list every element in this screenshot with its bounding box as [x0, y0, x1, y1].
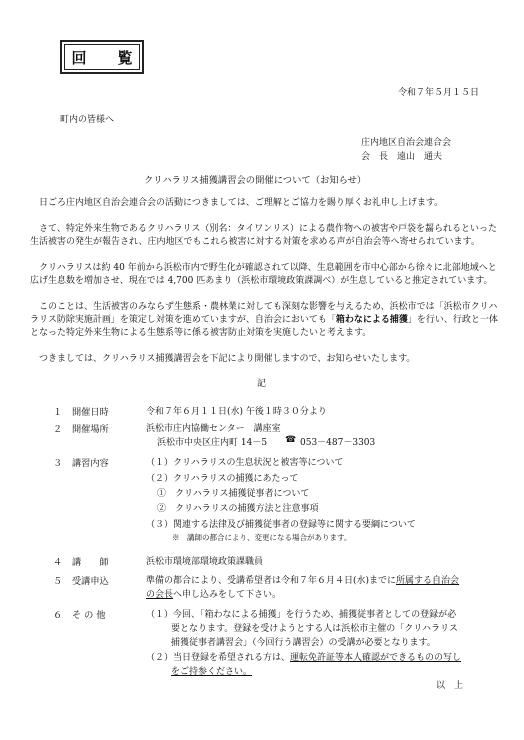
item-value-venue: 浜松市庄内協働センター 講座室	[146, 424, 281, 434]
sender-name: 会 長 遠山 通夫	[361, 152, 443, 162]
other-line-3: 捕獲従事者講習会」（今回行う講習会）の受講が必要となります。	[171, 638, 436, 648]
application-line-1: 準備の都合により、受講希望者は令和７年６月４日(水)までに所属する自治会	[146, 576, 460, 586]
document-title: クリハラリス捕獲講習会の開催について（お知らせ）	[144, 175, 367, 186]
paragraph-background: さて、特定外来生物であるクリハラリス（別名：タイワンリス）による農作物への被害や戸袋を齧られるといった生活被害の発生が報告され、庄内地区でもこれら被害に対する対策を求める声が自治会等へ寄せられています。	[30, 224, 498, 247]
content-item-2: （２）クリハラリスの捕獲にあたって	[146, 474, 299, 484]
closing-remark: 以 上	[436, 681, 464, 691]
box-trap-emphasis: 箱わなによる捕獲	[335, 315, 408, 325]
item-label-application: 受講申込	[72, 576, 109, 587]
lecturer-change-note: ※ 講師の都合により、変更になる場合があります。	[172, 533, 352, 542]
content-item-1: （１）クリハラリスの生息状況と被害等について	[146, 458, 344, 468]
other-line-1: （１）今回、「箱わなによる捕獲」を行うため、捕獲従事者としての登録が必	[146, 610, 457, 620]
venue-phone: 053－487－3303	[300, 438, 376, 448]
document-date: 令和７年５月１５日	[398, 88, 480, 98]
item-number-5: ５	[53, 576, 63, 587]
recipient: 町内の皆様へ	[60, 115, 115, 125]
item-label-venue: 開催場所	[72, 424, 109, 435]
paragraph-population: クリハラリスは約 40 年前から浜松市内で野生化が確認されて以降、生息範囲を市中心部から徐々に北部地域へと広げ生息数を増加させ、現在では 4,700 匹あまり（浜松市環境政策課調べ）が生息していると推定されています。	[30, 263, 497, 286]
item-label-datetime: 開催日時	[72, 407, 109, 418]
content-item-2a: ① クリハラリス捕獲従事者について	[157, 489, 310, 499]
item-label-other: そ の 他	[72, 610, 106, 621]
content-item-2b: ② クリハラリスの捕獲方法と注意事項	[157, 504, 319, 514]
paragraph-announcement: つきましては、クリハラリス捕獲講習会を下記により開催しますので、お知らせいたします。	[39, 354, 416, 364]
item-value-lecturer: 浜松市環境部環境政策課職員	[146, 557, 264, 567]
item-number-3: ３	[53, 458, 63, 469]
paragraph-impact: このことは、生活被害のみならず生態系・農林業に対しても深刻な影響を与えるため、浜松市では「浜松市クリハラリス防除実施計画」を策定し対策を進めていますが、自治会においても「箱わなによる捕獲」を行い、行政と一体となった特定外来生物による生態系等に係る被害防止対策を実施したいと考えます。	[30, 302, 498, 338]
kairan-stamp	[60, 40, 144, 74]
venue-address: 浜松市中央区庄内町 14－5	[157, 438, 268, 448]
item-label-lecturer: 講 師	[72, 557, 109, 568]
item-value-datetime: 令和７年６月１１日(水) 午後１時３０分より	[146, 407, 327, 417]
paragraph-greeting: 日ごろ庄内地区自治会連合会の活動につきましては、ご理解とご協力を賜り厚くお礼申し上げます。	[39, 198, 444, 208]
item-number-6: ６	[53, 610, 63, 621]
ki-heading: 記	[257, 379, 267, 389]
other-line-5: をご持参ください。	[171, 667, 253, 677]
item-number-2: ２	[53, 424, 63, 435]
other-line-2: 要となります。登録を受けようとする人は浜松市主催の「クリハラリス	[171, 624, 458, 634]
other-line-4: （２）当日登録を希望される方は、運転免許証等本人確認ができるものの写し	[146, 653, 462, 663]
item-label-content: 講習内容	[72, 458, 109, 469]
application-line-2: の会長へ申し込みをして下さい。	[146, 590, 282, 600]
phone-icon: ☎	[285, 435, 297, 445]
content-item-3: （３）関連する法律及び捕獲従事者の登録等に関する要綱について	[146, 520, 416, 530]
item-number-1: １	[53, 407, 63, 418]
sender-org: 庄内地区自治会連合会	[361, 138, 452, 148]
item-number-4: ４	[53, 557, 63, 568]
kairan-stamp-label: 回 覧	[64, 44, 140, 70]
